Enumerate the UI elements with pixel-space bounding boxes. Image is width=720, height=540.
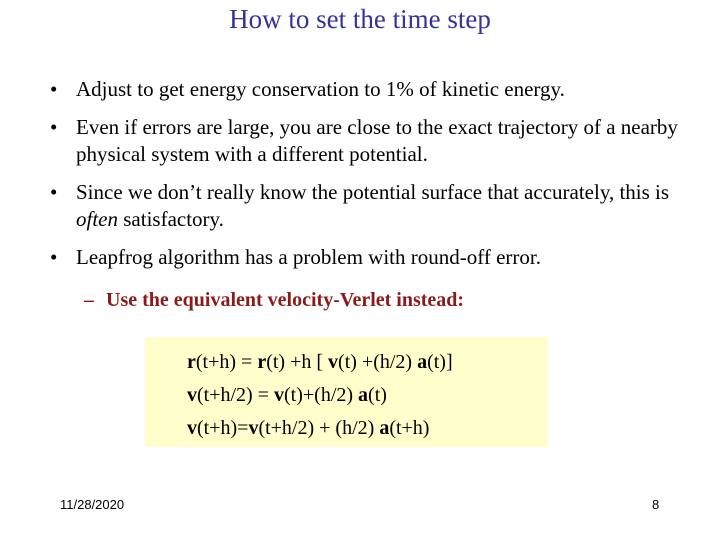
bullet-item — [50, 76, 710, 103]
page-number: 8 — [652, 497, 660, 512]
vector-v: v — [248, 417, 259, 439]
eq-text: (t+h) = — [195, 351, 258, 373]
bullet-list — [50, 76, 710, 282]
sub-bullet-dash: – — [84, 289, 94, 311]
eq-text: (t+h/2) = — [197, 384, 274, 406]
eq-text: (t) +h [ — [266, 351, 329, 373]
eq-text: (t+h/2) + (h/2) — [258, 417, 380, 439]
bullet-text-start: Since we don’t really know the potential surface that accurately, this is — [76, 180, 670, 204]
vector-v: v — [274, 384, 284, 406]
equation-position-update — [187, 347, 453, 377]
bullet-marker: • — [50, 115, 58, 139]
vector-v: v — [328, 351, 339, 373]
bullet-text: Even if errors are large, you are close to the exact trajectory of a nearby physical system with a different potential. — [76, 115, 678, 166]
bullet-text-end: satisfactory. — [118, 207, 224, 231]
vector-r: r — [187, 351, 196, 373]
emphasis-text: often — [76, 207, 118, 231]
equation-full-velocity — [187, 413, 429, 443]
bullet-text: Leapfrog algorithm has a problem with round-off error. — [76, 245, 541, 269]
bullet-text: Adjust to get energy conservation to 1% of kinetic energy. — [76, 77, 565, 101]
bullet-item — [50, 179, 710, 233]
footer-date: 11/28/2020 — [60, 497, 125, 512]
sub-bullet-text: Use the equivalent velocity-Verlet instead: — [106, 289, 465, 311]
eq-text: (t+h) — [389, 417, 430, 439]
slide-title: How to set the time step — [229, 4, 491, 34]
vector-a: a — [417, 351, 428, 373]
vector-a: a — [379, 417, 390, 439]
eq-text: (t) +(h/2) — [338, 351, 418, 373]
bullet-marker: • — [50, 180, 58, 204]
vector-a: a — [358, 384, 369, 406]
bullet-marker: • — [50, 245, 58, 269]
eq-text: (t)] — [427, 351, 453, 373]
vector-v: v — [187, 384, 197, 406]
eq-text: (t) — [368, 384, 387, 406]
bullet-item — [50, 114, 710, 168]
equation-box — [145, 337, 548, 447]
vector-v: v — [187, 417, 197, 439]
bullet-item — [50, 244, 710, 271]
bullet-marker: • — [50, 77, 58, 101]
equation-half-velocity — [187, 380, 387, 410]
bullet-text — [76, 180, 669, 231]
sub-bullet — [84, 289, 464, 312]
eq-text: (t+h)= — [197, 417, 249, 439]
eq-text: (t)+(h/2) — [284, 384, 359, 406]
vector-r: r — [257, 351, 267, 373]
